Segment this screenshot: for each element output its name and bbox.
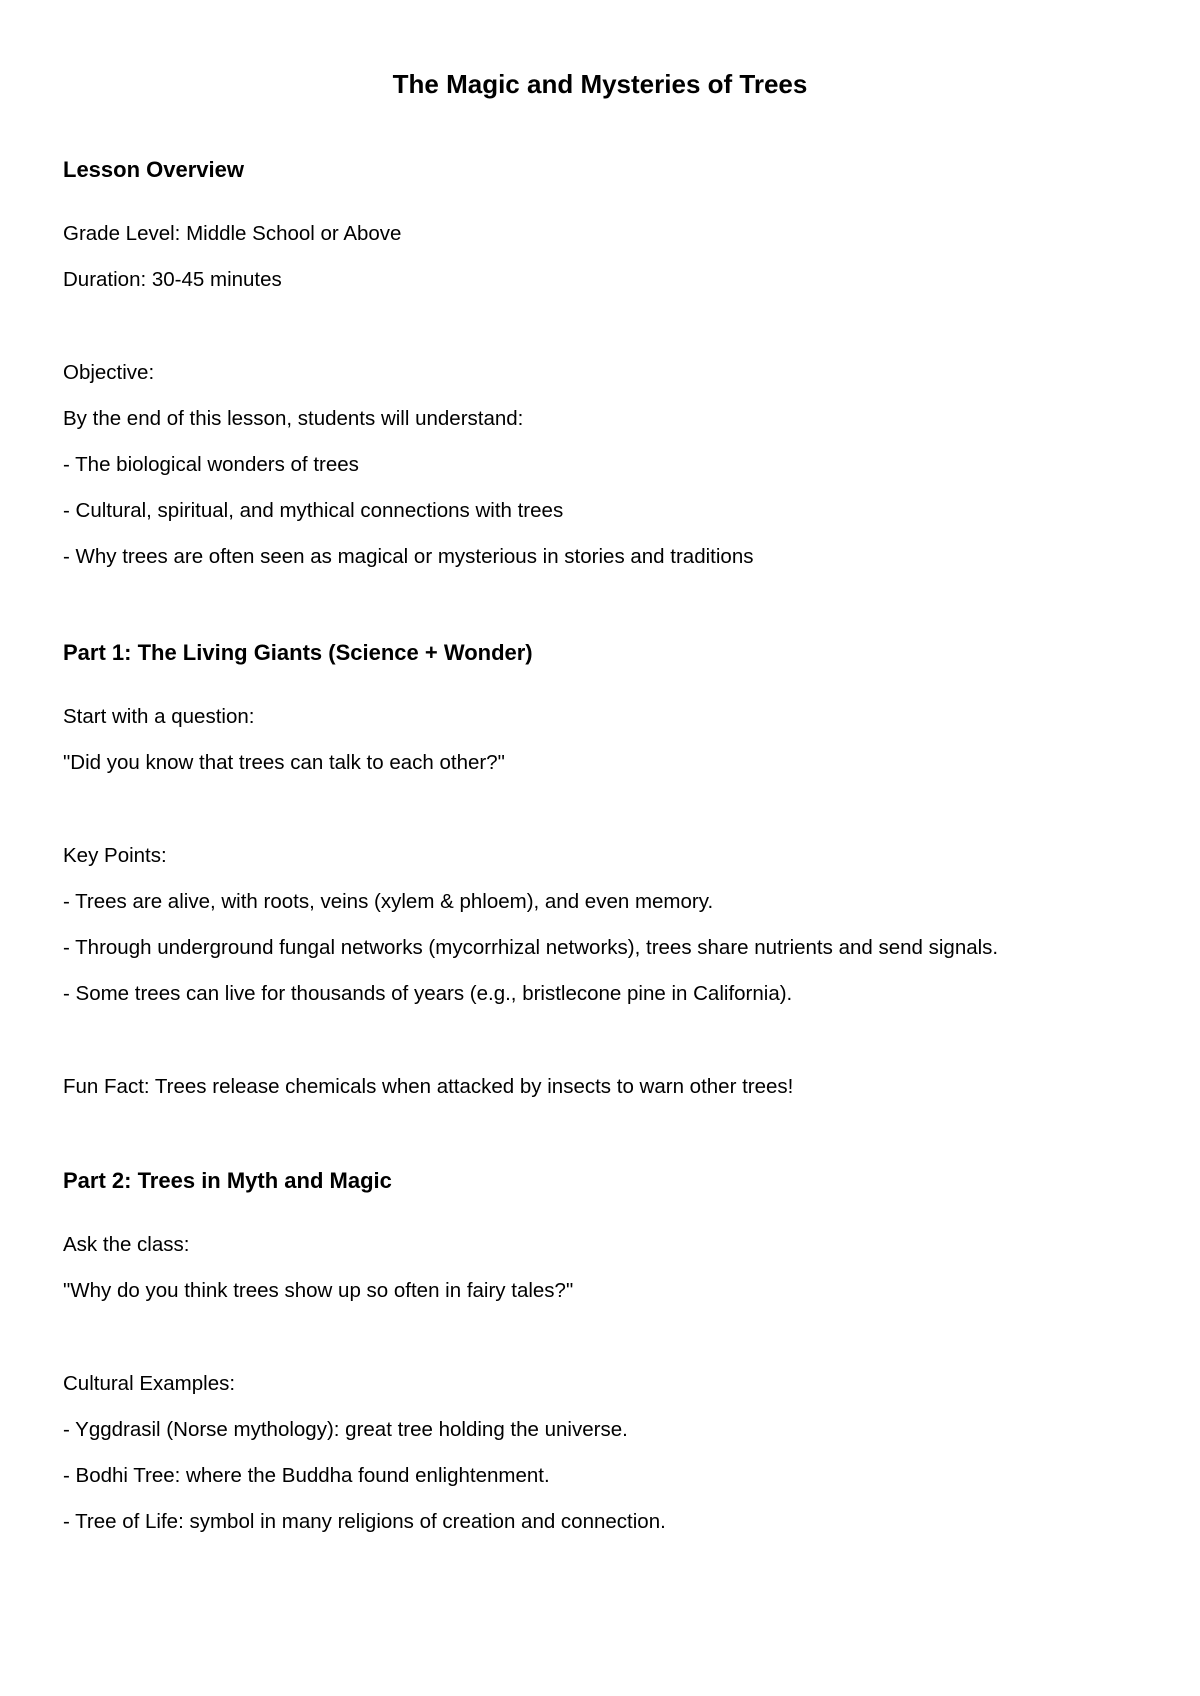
objective-label: Objective: [63, 361, 155, 384]
objective-intro: By the end of this lesson, students will understand: [63, 407, 524, 430]
key-points-label: Key Points: [63, 844, 167, 867]
key-point-item: - Some trees can live for thousands of years (e.g., bristlecone pine in California). [63, 982, 793, 1005]
document-title: The Magic and Mysteries of Trees [392, 69, 808, 99]
section-heading-part1: Part 1: The Living Giants (Science + Wonder) [63, 640, 533, 665]
example-item: - Bodhi Tree: where the Buddha found enlightenment. [63, 1464, 550, 1487]
example-item: - Tree of Life: symbol in many religions of creation and connection. [63, 1510, 666, 1533]
objective-item: - Cultural, spiritual, and mythical connections with trees [63, 499, 564, 522]
duration: Duration: 30-45 minutes [63, 268, 282, 291]
question-text: "Did you know that trees can talk to each other?" [63, 751, 505, 774]
objective-item: - Why trees are often seen as magical or mysterious in stories and traditions [63, 545, 754, 568]
fun-fact: Fun Fact: Trees release chemicals when attacked by insects to warn other trees! [63, 1075, 794, 1098]
objective-item: - The biological wonders of trees [63, 453, 359, 476]
key-point-item: - Trees are alive, with roots, veins (xylem & phloem), and even memory. [63, 890, 714, 913]
prompt-label: Start with a question: [63, 705, 255, 728]
key-point-item: - Through underground fungal networks (mycorrhizal networks), trees share nutrients and send signals. [63, 936, 999, 959]
grade-level: Grade Level: Middle School or Above [63, 222, 402, 245]
question-text: "Why do you think trees show up so often in fairy tales?" [63, 1279, 574, 1302]
examples-label: Cultural Examples: [63, 1372, 236, 1395]
section-heading-part2: Part 2: Trees in Myth and Magic [63, 1168, 392, 1193]
prompt-label: Ask the class: [63, 1233, 190, 1256]
section-heading-overview: Lesson Overview [63, 157, 244, 182]
example-item: - Yggdrasil (Norse mythology): great tree holding the universe. [63, 1418, 628, 1441]
